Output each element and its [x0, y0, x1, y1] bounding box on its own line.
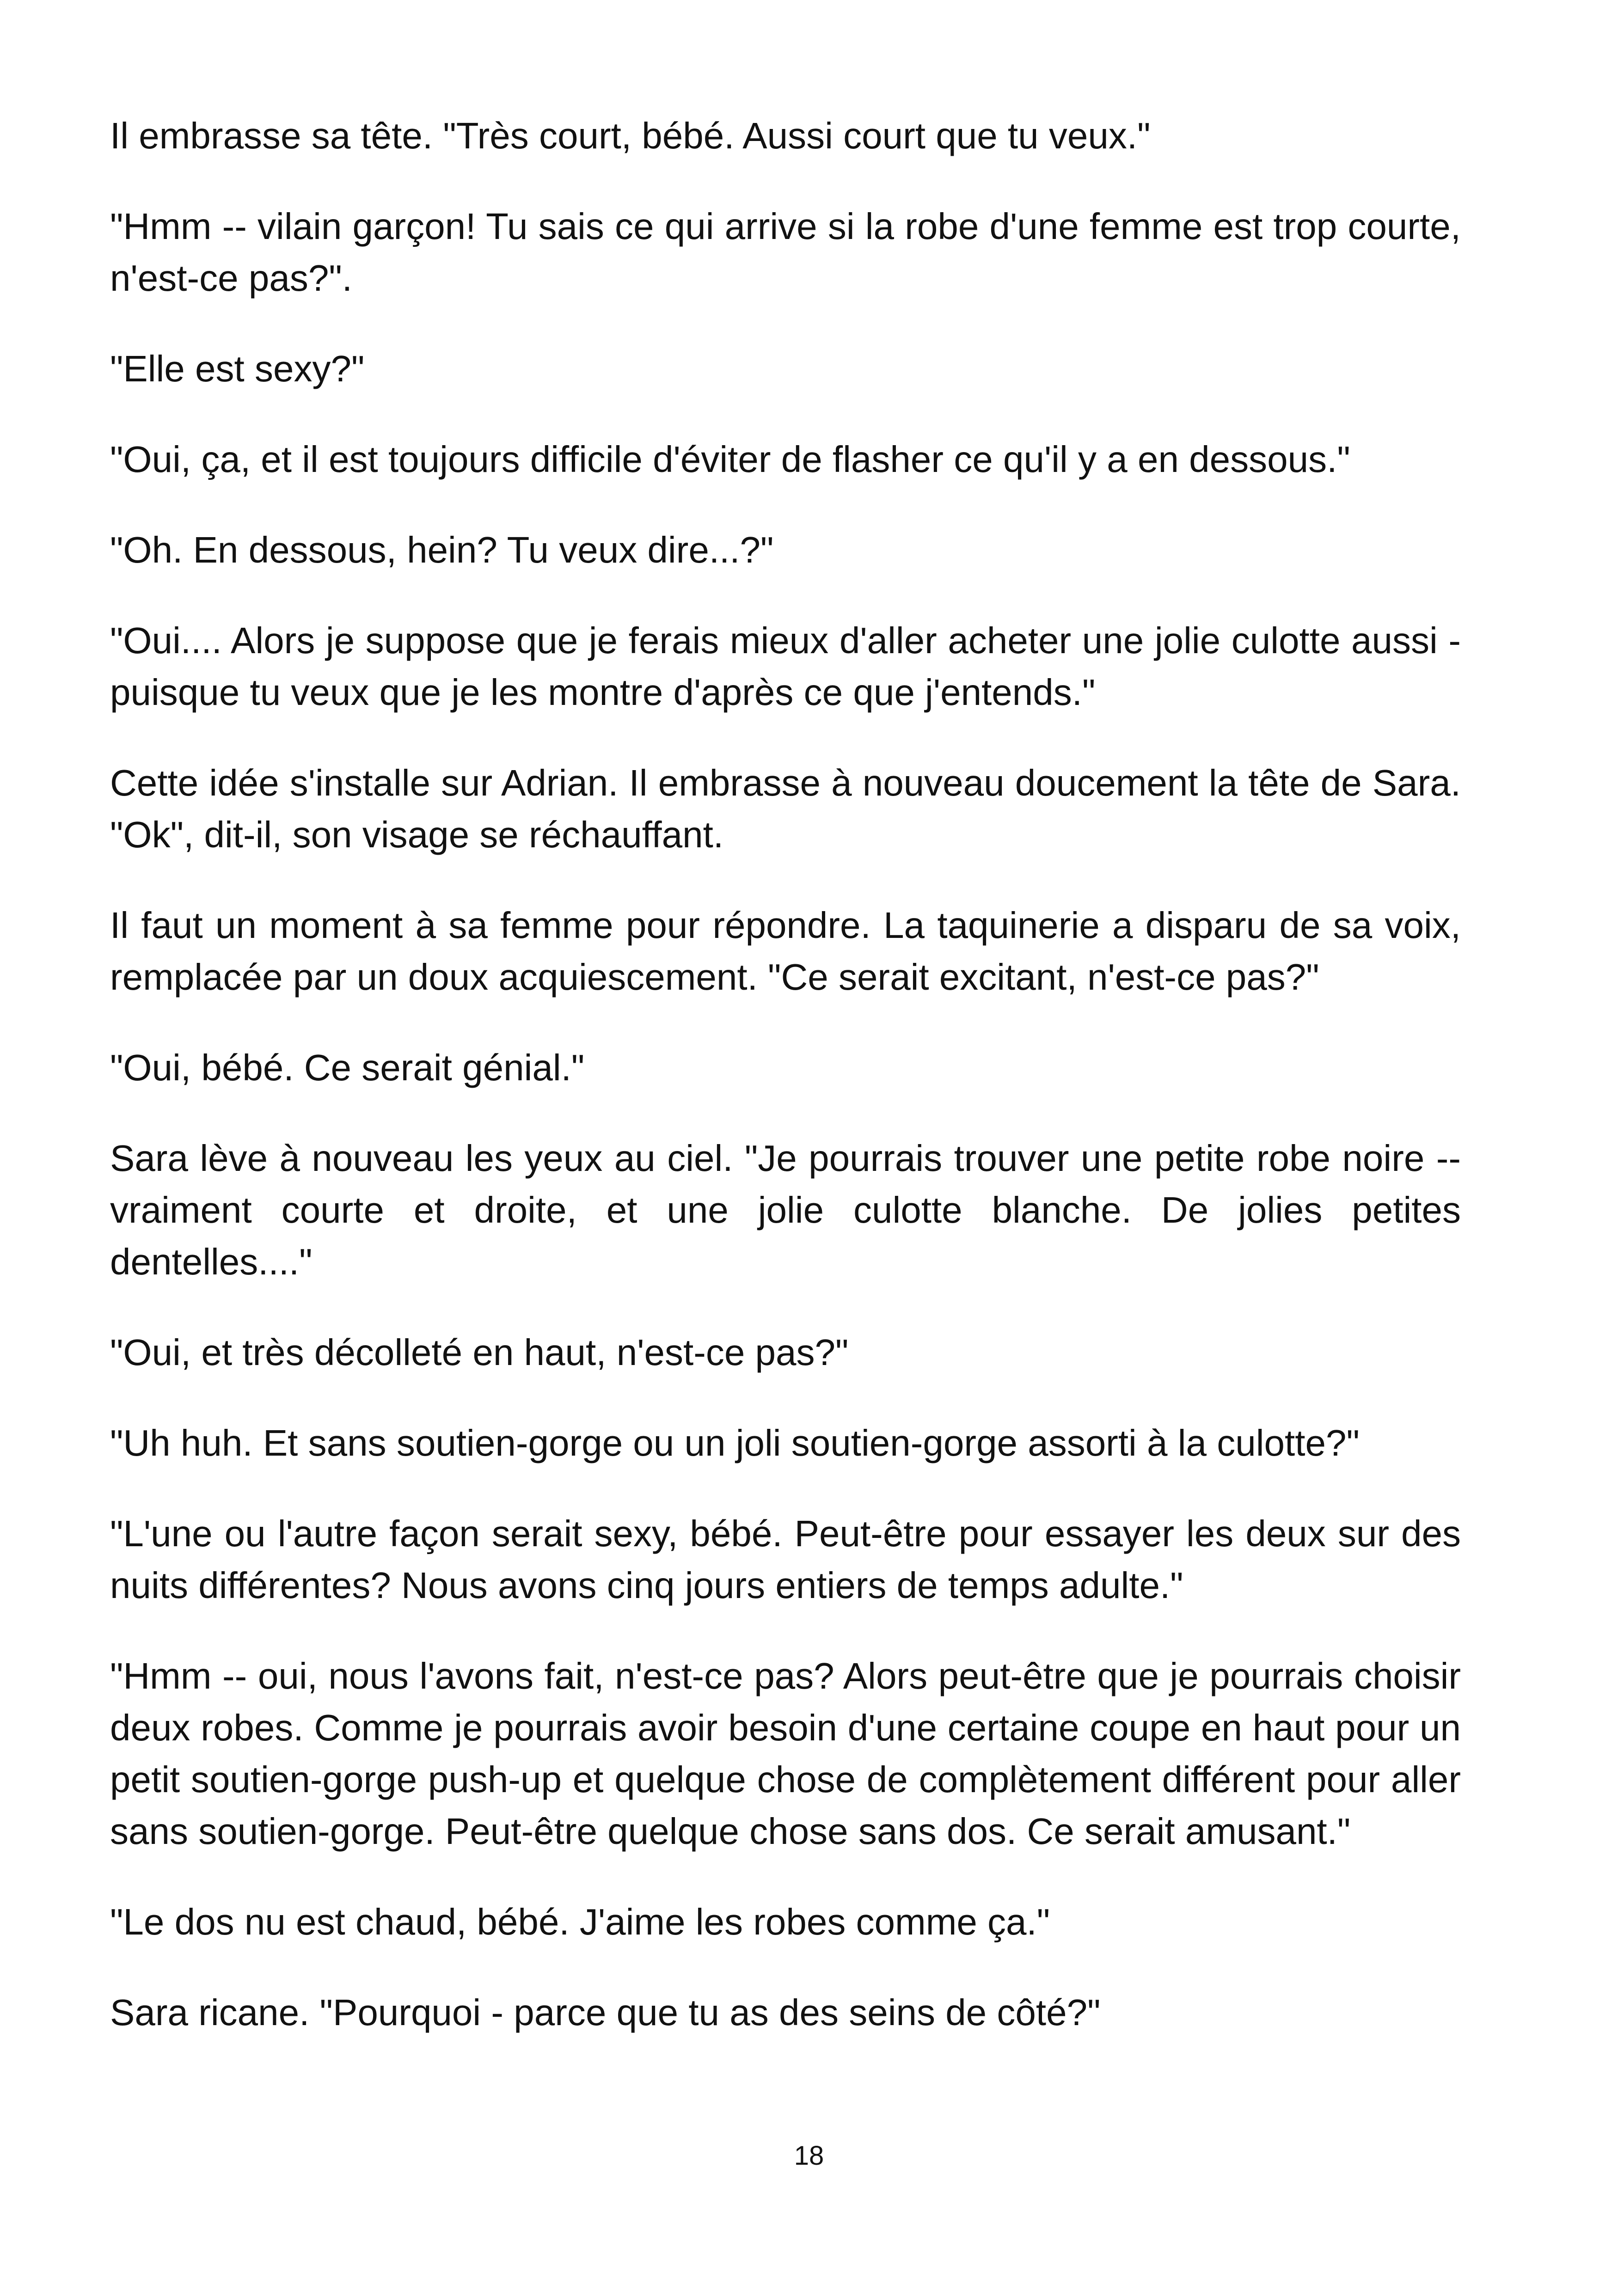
paragraph: "L'une ou l'autre façon serait sexy, bébé. Peut-être pour essayer les deux sur des nuits différentes? Nous avons cinq jours entiers de temps adulte.": [110, 1513, 1461, 1606]
body-text: [110, 110, 1461, 2077]
paragraph: "Oui.... Alors je suppose que je ferais mieux d'aller acheter une jolie culotte aussi - puisque tu veux que je les montre d'après ce que j'entends.": [110, 620, 1461, 713]
paragraph: "Oui, et très décolleté en haut, n'est-ce pas?": [110, 1332, 849, 1373]
page-number: 18: [794, 2141, 824, 2171]
paragraph: Il faut un moment à sa femme pour répondre. La taquinerie a disparu de sa voix, remplacée par un doux acquiescement. "Ce serait excitant, n'est-ce pas?": [110, 905, 1461, 998]
paragraph: "Le dos nu est chaud, bébé. J'aime les robes comme ça.": [110, 1901, 1050, 1942]
paragraph: Sara lève à nouveau les yeux au ciel. "Je pourrais trouver une petite robe noire -- vraiment courte et droite, et une jolie culotte blanche. De jolies petites dentelles....": [110, 1138, 1461, 1282]
paragraph: "Elle est sexy?": [110, 348, 365, 389]
paragraph: "Oh. En dessous, hein? Tu veux dire...?": [110, 529, 774, 570]
paragraph: "Oui, ça, et il est toujours difficile d'éviter de flasher ce qu'il y a en dessous.": [110, 439, 1350, 480]
paragraph: "Hmm -- oui, nous l'avons fait, n'est-ce pas? Alors peut-être que je pourrais choisir deux robes. Comme je pourrais avoir besoin d'une certaine coupe en haut pour un petit soutien-gorge push-up et quelque chose de complètement différent pour aller sans soutien-gorge. Peut-être quelque chose sans dos. Ce serait amusant.": [110, 1655, 1461, 1852]
paragraph: Cette idée s'installe sur Adrian. Il embrasse à nouveau doucement la tête de Sara. "Ok", dit-il, son visage se réchauffant.: [110, 762, 1461, 855]
paragraph: "Hmm -- vilain garçon! Tu sais ce qui arrive si la robe d'une femme est trop courte, n'est-ce pas?".: [110, 206, 1461, 299]
paragraph: Sara ricane. "Pourquoi - parce que tu as des seins de côté?": [110, 1992, 1101, 2033]
paragraph: Il embrasse sa tête. "Très court, bébé. Aussi court que tu veux.": [110, 115, 1151, 156]
paragraph: "Uh huh. Et sans soutien-gorge ou un joli soutien-gorge assorti à la culotte?": [110, 1422, 1360, 1463]
paragraph: "Oui, bébé. Ce serait génial.": [110, 1047, 585, 1088]
